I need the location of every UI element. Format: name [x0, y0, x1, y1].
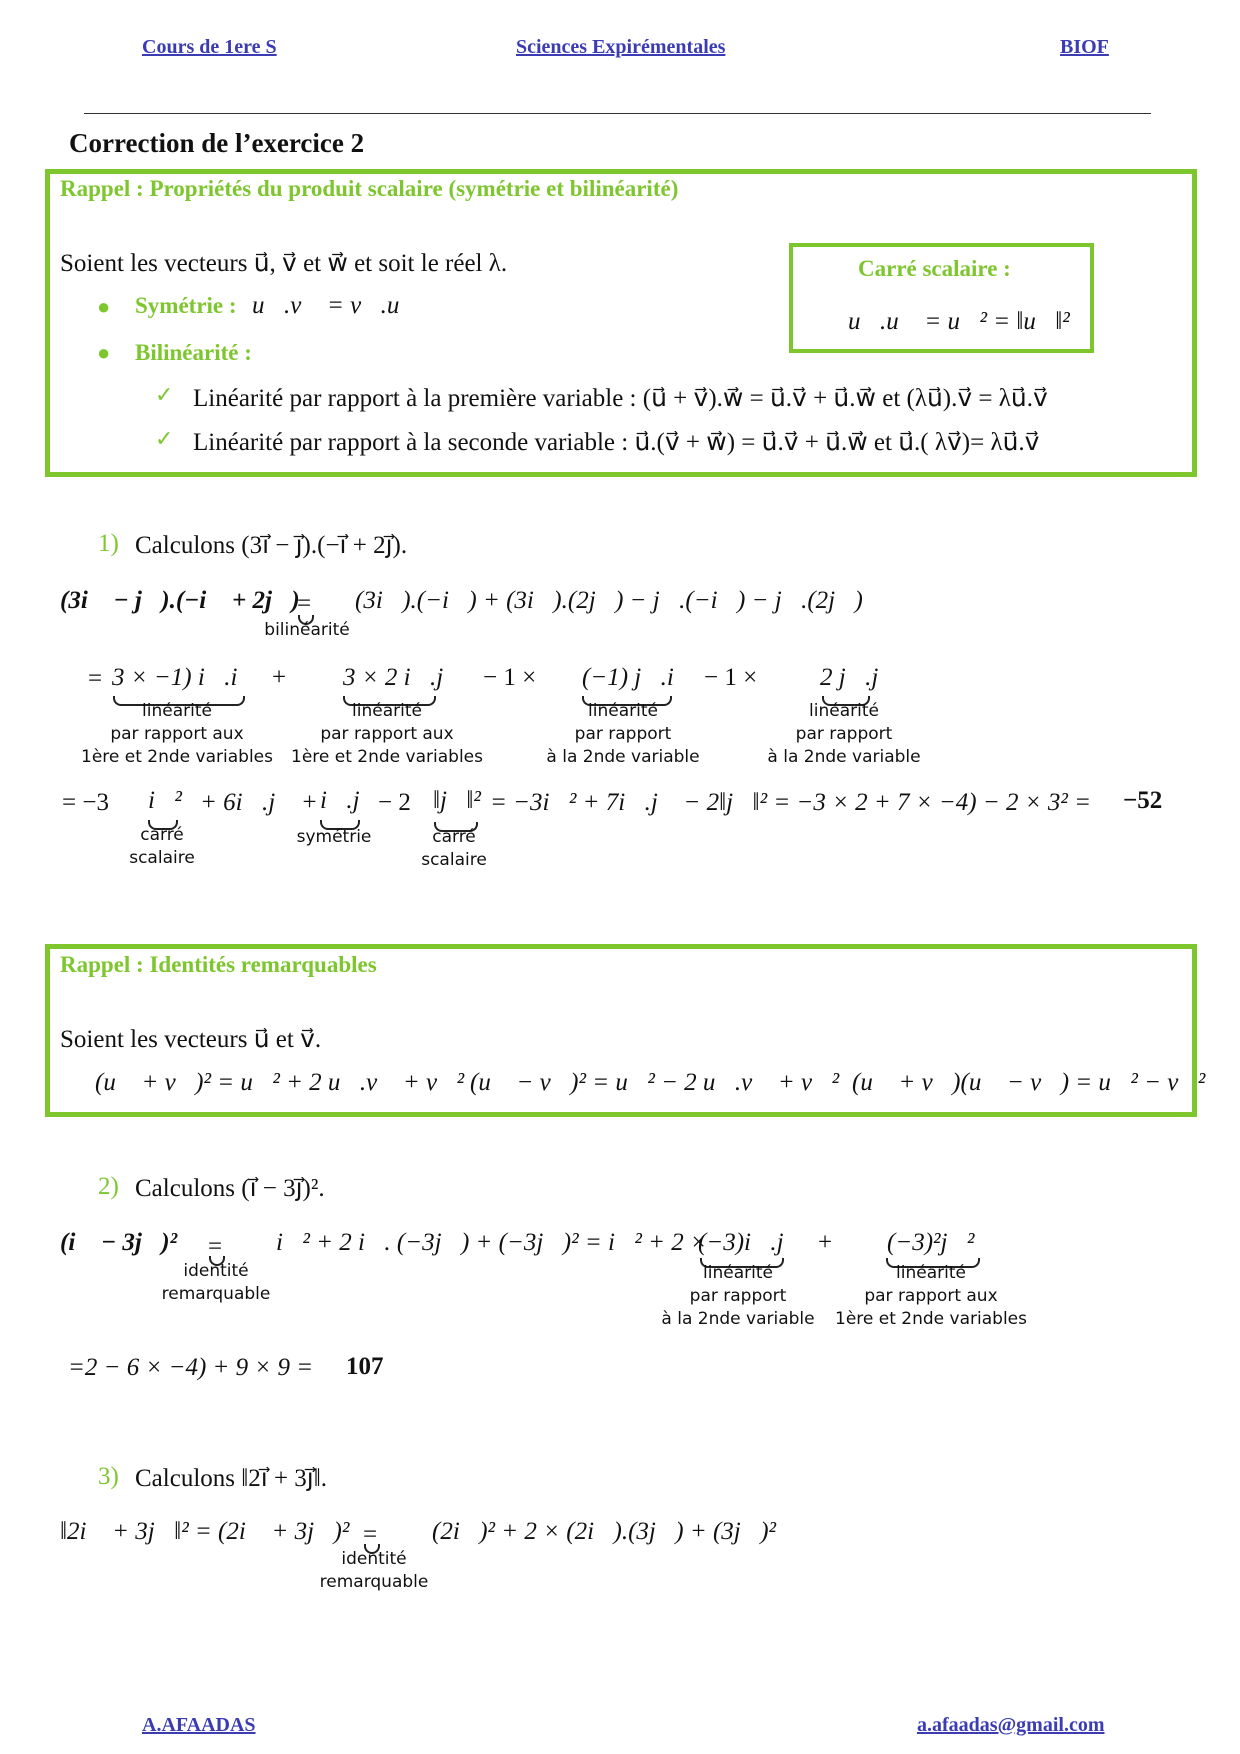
- q2-eq: =: [208, 1233, 223, 1260]
- r2-label2: [291, 700, 483, 769]
- identite-3: (u⃗ + v⃗)(u⃗ − v⃗) = u⃗² − v⃗²: [852, 1069, 1206, 1096]
- header-section-link[interactable]: Sciences Expirémentales: [516, 36, 726, 58]
- q1-number: 1): [98, 530, 119, 557]
- r2-plus: +: [272, 664, 287, 691]
- q1-lhs: (3i⃗ − j⃗).(−i⃗ + 2j⃗): [60, 587, 300, 614]
- label-line: carré: [432, 827, 476, 847]
- label-line: à la 2nde variable: [546, 747, 700, 767]
- label-line: linéarité: [896, 1263, 966, 1283]
- q2-plus: +: [818, 1229, 833, 1256]
- carre-scalaire-title: Carré scalaire :: [858, 256, 1011, 281]
- r2-eq: =: [88, 665, 103, 692]
- bullet-icon: ●: [97, 340, 111, 365]
- label-line: par rapport: [574, 724, 672, 744]
- linearite-2: Linéarité par rapport à la seconde variable : u⃗.(v⃗ + w⃗) = u⃗.v⃗ + u⃗.w⃗ et u⃗.( λv⃗)= λu⃗.v⃗: [193, 429, 1040, 456]
- q3-eq: =: [363, 1521, 378, 1548]
- identite-2: (u⃗ − v⃗)² = u⃗² − 2 u⃗.v⃗ + v⃗²: [470, 1069, 840, 1096]
- q2-lhs: (i⃗ − 3j⃗)²: [60, 1229, 178, 1256]
- q2-label1: [661, 1262, 814, 1331]
- q3-statement: Calculons ‖2i⃗ + 3j⃗‖.: [135, 1465, 328, 1492]
- bullet-icon: ●: [97, 294, 111, 319]
- r3-label-carre2: [421, 826, 487, 872]
- label-line: carré: [140, 825, 184, 845]
- r3-d: i⃗.j⃗: [320, 787, 380, 814]
- q2-statement: Calculons (i⃗ − 3j⃗)².: [135, 1175, 325, 1202]
- q1-result: −52: [1123, 787, 1163, 814]
- r2-term1: 3 × −1) i⃗.i⃗: [112, 664, 257, 691]
- r3-label-carre: [129, 824, 195, 870]
- header-course-link[interactable]: Cours de 1ere S: [142, 36, 277, 58]
- r2-term4: 2 j⃗.j⃗: [820, 664, 898, 691]
- label-line: 1ère et 2nde variables: [835, 1309, 1027, 1329]
- label-line: identité: [183, 1261, 249, 1281]
- q2-rhs: i⃗² + 2 i⃗. (−3j⃗) + (−3j⃗)² = i⃗² + 2 ×: [276, 1229, 707, 1256]
- q3-lhs: ‖2i⃗ + 3j⃗‖² = (2i⃗ + 3j⃗)²: [60, 1518, 350, 1545]
- header-biof-link[interactable]: BIOF: [1060, 36, 1109, 58]
- footer-author-link[interactable]: A.AFAADAS: [142, 1714, 256, 1736]
- r3-a: = −3: [62, 789, 109, 816]
- q1-rhs: (3i⃗).(−i⃗) + (3i⃗).(2j⃗) − j⃗.(−i⃗) − j⃗.(2j⃗): [355, 587, 863, 614]
- q3-rhs: (2i⃗)² + 2 × (2i⃗).(3j⃗) + (3j⃗)²: [432, 1518, 777, 1545]
- r2-label4: [767, 700, 920, 769]
- q2-result: 107: [346, 1353, 384, 1380]
- q3-number: 3): [98, 1463, 119, 1490]
- label-line: identité: [341, 1549, 407, 1569]
- label-line: par rapport aux: [864, 1286, 998, 1306]
- rappel1-intro: Soient les vecteurs u⃗, v⃗ et w⃗ et soit le réel λ.: [60, 250, 508, 277]
- label-line: remarquable: [161, 1284, 271, 1304]
- bilinearite-label: Bilinéarité :: [135, 340, 252, 365]
- rappel2-title: Rappel : Identités remarquables: [60, 952, 377, 977]
- rappel2-intro: Soient les vecteurs u⃗ et v⃗.: [60, 1026, 322, 1053]
- label-line: remarquable: [319, 1572, 429, 1592]
- label-line: linéarité: [809, 701, 879, 721]
- r3-g: = −3i⃗² + 7i⃗.j⃗ − 2‖j⃗‖² = −3 × 2 + 7 × −4) − 2 × 3² =: [490, 789, 1091, 816]
- footer-email-link[interactable]: a.afaadas@gmail.com: [917, 1714, 1105, 1736]
- label-line: linéarité: [703, 1263, 773, 1283]
- label-line: par rapport aux: [320, 724, 454, 744]
- r3-label-symetrie: symétrie: [296, 827, 372, 847]
- r3-f: ‖j⃗‖²: [433, 787, 481, 814]
- label-line: scalaire: [421, 850, 487, 870]
- r2-term3: (−1) j⃗.i⃗: [582, 664, 694, 691]
- r3-b: i⃗²: [148, 787, 182, 814]
- q2-term1: (−3)i⃗.j⃗: [698, 1229, 804, 1256]
- label-line: 1ère et 2nde variables: [291, 747, 483, 767]
- q2-line2: =2 − 6 × −4) + 9 × 9 =: [68, 1354, 314, 1381]
- r2-minus1: − 1 ×: [483, 664, 537, 691]
- label-line: à la 2nde variable: [767, 747, 921, 767]
- rappel1-title: Rappel : Propriétés du produit scalaire (symétrie et bilinéarité): [60, 176, 679, 201]
- q1-statement: Calculons (3i⃗ − j⃗).(−i⃗ + 2j⃗).: [135, 532, 408, 559]
- r3-c: + 6i⃗.j⃗ +: [200, 789, 318, 816]
- q2-label2: [835, 1262, 1027, 1331]
- label-line: linéarité: [142, 701, 212, 721]
- check-icon: ✓: [155, 426, 174, 451]
- q3-eq-label: [320, 1548, 429, 1594]
- r2-label1: [81, 700, 273, 769]
- symetrie-label: Symétrie :: [135, 293, 237, 318]
- label-line: linéarité: [588, 701, 658, 721]
- header-divider: [84, 113, 1151, 114]
- label-line: linéarité: [352, 701, 422, 721]
- r3-e: − 2: [378, 789, 411, 816]
- q2-term2: (−3)²j⃗²: [887, 1229, 975, 1256]
- label-line: par rapport: [795, 724, 893, 744]
- q1-eq-label: bilinéarité: [264, 620, 350, 640]
- q2-eq-label: [162, 1260, 271, 1306]
- q1-eq: =: [297, 590, 312, 617]
- carre-scalaire-formula: u⃗.u⃗ = u⃗² = ‖u⃗‖²: [848, 308, 1070, 335]
- label-line: à la 2nde variable: [661, 1309, 815, 1329]
- label-line: scalaire: [129, 848, 195, 868]
- r2-minus2: − 1 ×: [704, 664, 758, 691]
- identite-1: (u⃗ + v⃗)² = u⃗² + 2 u⃗.v⃗ + v⃗²: [95, 1069, 465, 1096]
- check-icon: ✓: [155, 382, 174, 407]
- linearite-1: Linéarité par rapport à la première variable : (u⃗ + v⃗).w⃗ = u⃗.v⃗ + u⃗.w⃗ et (λu⃗).v⃗ = λu⃗.v⃗: [193, 385, 1048, 412]
- q2-number: 2): [98, 1173, 119, 1200]
- page-title: Correction de l’exercice 2: [69, 128, 365, 158]
- label-line: par rapport aux: [110, 724, 244, 744]
- symetrie-formula: u⃗.v⃗ = v⃗.u⃗: [252, 292, 419, 319]
- r2-label3: [546, 700, 699, 769]
- label-line: par rapport: [689, 1286, 787, 1306]
- r2-term2: 3 × 2 i⃗.j⃗: [343, 664, 463, 691]
- label-line: 1ère et 2nde variables: [81, 747, 273, 767]
